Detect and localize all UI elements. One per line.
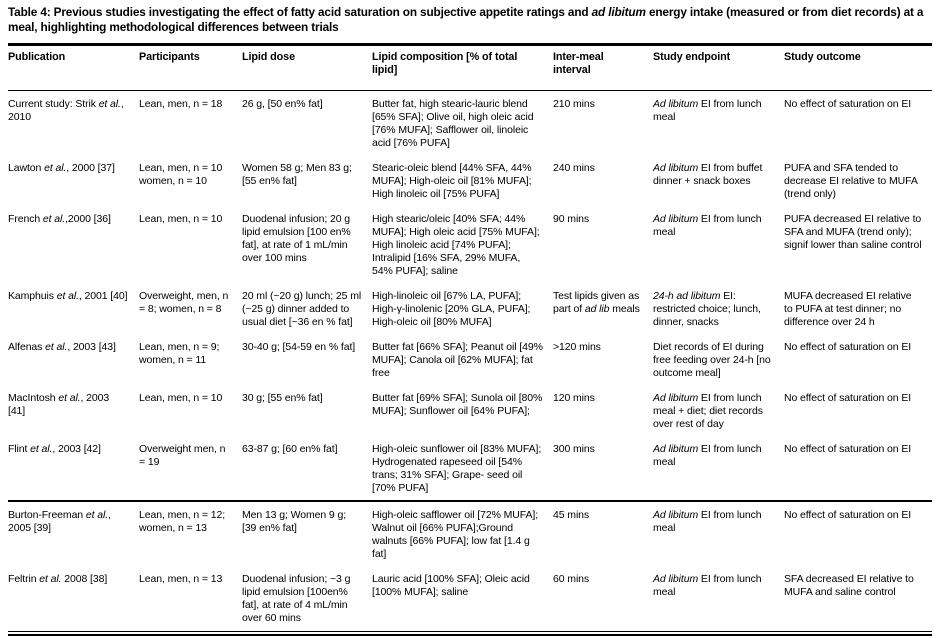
cell-endpoint: Ad libitum EI from lunch meal (653, 212, 762, 238)
table-row (8, 566, 932, 630)
cell-participants: Lean, men, n = 10 (139, 391, 223, 404)
cell-outcome: No effect of saturation on EI (784, 340, 912, 353)
cell-endpoint: 24-h ad libitum EI: restricted choice; lunch, dinner, snacks (653, 289, 761, 328)
cell-publication: Burton-Freeman et al., 2005 [39] (8, 501, 139, 566)
table-row (8, 206, 932, 283)
table-row (8, 501, 932, 566)
cell-participants: Lean, men, n = 10 women, n = 10 (139, 161, 223, 187)
cell-outcome: PUFA decreased EI relative to SFA and MUFA (trend only); signif lower than saline control (784, 212, 922, 251)
cell-outcome: No effect of saturation on EI (784, 442, 912, 455)
cell-outcome: No effect of saturation on EI (784, 501, 932, 566)
cell-endpoint: Ad libitum EI from lunch meal (653, 572, 762, 598)
cell-lipid_dose: Duodenal infusion; 20 g lipid emulsion [100 en% fat], at rate of 1 mL/min over 100 mins (242, 212, 351, 264)
cell-lipid_composition: High stearic/oleic [40% SFA; 44% MUFA]; High oleic acid [75% MUFA]; High linoleic acid [74% PUFA]; Intralipid [16% SFA, 29% MUFA, 54% PUFA]; saline (372, 212, 540, 277)
cell-participants: Overweight men, n = 19 (139, 442, 226, 468)
cell-publication: Feltrin et al. 2008 [38] (8, 572, 108, 585)
table-row (8, 90, 932, 155)
cell-outcome: No effect of saturation on EI (784, 391, 912, 404)
cell-interval: 120 mins (553, 391, 595, 404)
table-row (8, 283, 932, 334)
cell-publication: Flint et al., 2003 [42] (8, 442, 101, 455)
cell-participants: Lean, men, n = 9; women, n = 11 (139, 340, 220, 366)
cell-publication: Alfenas et al., 2003 [43] (8, 340, 116, 353)
cell-lipid_dose: Women 58 g; Men 83 g; [55 en% fat] (242, 161, 352, 187)
cell-participants: Lean, men, n = 13 (139, 572, 223, 585)
table-row (8, 334, 932, 385)
table-row (8, 436, 932, 501)
cell-lipid_composition: Stearic-oleic blend [44% SFA, 44% MUFA]; High-oleic oil [81% MUFA]; High linoleic oil [75% PUFA] (372, 161, 532, 200)
cell-interval: 90 mins (553, 212, 590, 225)
cell-lipid_composition: High-oleic safflower oil [72% MUFA]; Walnut oil [66% PUFA];Ground walnuts [66% PUFA]; low fat [1.4 g fat] (372, 501, 553, 566)
cell-participants: Lean, men, n = 12; women, n = 13 (139, 501, 242, 566)
table-bottom-rule (8, 631, 932, 636)
cell-endpoint: Ad libitum EI from lunch meal (653, 501, 784, 566)
cell-outcome: No effect of saturation on EI (784, 97, 912, 110)
cell-endpoint: Ad libitum EI from lunch meal (653, 97, 762, 123)
cell-endpoint: Ad libitum EI from lunch meal + diet; diet records over rest of day (653, 391, 763, 430)
cell-lipid_dose: 63-87 g; [60 en% fat] (242, 442, 338, 455)
column-header-1: Participants (139, 44, 242, 90)
column-header-6: Study outcome (784, 44, 932, 90)
table-caption: Table 4: Previous studies investigating the effect of fatty acid saturation on subjective appetite ratings and ad libitum energy intake (measured or from diet records) at a meal, highlighting methodological differences between trials (8, 5, 924, 35)
cell-interval: Test lipids given as part of ad lib meals (553, 289, 640, 315)
cell-endpoint: Ad libitum EI from lunch meal (653, 442, 762, 468)
column-header-4: Inter-meal interval (553, 44, 653, 90)
cell-lipid_composition: High-oleic sunflower oil [83% MUFA]; Hydrogenated rapeseed oil [54% trans; 31% SFA]; Grape- seed oil [70% PUFA] (372, 442, 542, 494)
column-header-5: Study endpoint (653, 44, 784, 90)
cell-lipid_composition: Lauric acid [100% SFA]; Oleic acid [100% MUFA]; saline (372, 572, 530, 598)
cell-lipid_dose: 26 g, [50 en% fat] (242, 97, 323, 110)
cell-lipid_dose: 20 ml (~20 g) lunch; 25 ml (~25 g) dinner added to usual diet [~36 en % fat] (242, 289, 362, 328)
cell-lipid_composition: Butter fat [66% SFA]; Peanut oil [49% MUFA]; Canola oil [62% MUFA]; fat free (372, 340, 543, 379)
column-header-2: Lipid dose (242, 44, 372, 90)
cell-interval: 210 mins (553, 97, 595, 110)
cell-lipid_composition: High-linoleic oil [67% LA, PUFA]; High-γ-linolenic [20% GLA, PUFA]; High-oleic oil [80% MUFA] (372, 289, 531, 328)
cell-lipid_dose: Men 13 g; Women 9 g; [39 en% fat] (242, 501, 372, 566)
cell-publication: MacIntosh et al., 2003 [41] (8, 391, 110, 417)
cell-interval: 60 mins (553, 572, 590, 585)
studies-table (8, 43, 932, 630)
table-header-row (8, 44, 932, 90)
table-row (8, 155, 932, 206)
cell-publication: French et al.,2000 [36] (8, 212, 111, 225)
cell-lipid_composition: Butter fat, high stearic-lauric blend [65% SFA]; Olive oil, high oleic acid [76% MUFA]; Safflower oil, linoleic acid [76% PUFA] (372, 97, 534, 149)
cell-lipid_dose: Duodenal infusion; ~3 g lipid emulsion [100en% fat], at rate of 4 mL/min over 60 mins (242, 572, 351, 624)
cell-participants: Overweight, men, n = 8; women, n = 8 (139, 289, 229, 315)
cell-participants: Lean, men, n = 10 (139, 212, 223, 225)
cell-outcome: SFA decreased EI relative to MUFA and saline control (784, 572, 914, 598)
cell-endpoint: Ad libitum EI from buffet dinner + snack boxes (653, 161, 763, 187)
column-header-3: Lipid composition [% of total lipid] (372, 44, 553, 90)
cell-publication: Kamphuis et al., 2001 [40] (8, 289, 128, 302)
cell-publication: Current study: Strik et al., 2010 (8, 97, 124, 123)
table-row (8, 385, 932, 436)
cell-interval: 240 mins (553, 161, 595, 174)
cell-publication: Lawton et al., 2000 [37] (8, 161, 115, 174)
cell-interval: 45 mins (553, 501, 653, 566)
cell-outcome: MUFA decreased EI relative to PUFA at test dinner; no difference over 24 h (784, 289, 912, 328)
cell-participants: Lean, men, n = 18 (139, 97, 223, 110)
column-header-0: Publication (8, 44, 139, 90)
cell-endpoint: Diet records of EI during free feeding over 24-h [no outcome meal] (653, 340, 771, 379)
cell-lipid_dose: 30-40 g; [54-59 en % fat] (242, 340, 356, 353)
cell-lipid_dose: 30 g; [55 en% fat] (242, 391, 323, 404)
cell-outcome: PUFA and SFA tended to decrease EI relative to MUFA (trend only) (784, 161, 918, 200)
cell-interval: >120 mins (553, 340, 601, 353)
cell-interval: 300 mins (553, 442, 595, 455)
cell-lipid_composition: Butter fat [69% SFA]; Sunola oil [80% MUFA]; Sunflower oil [64% PUFA]; (372, 391, 543, 417)
